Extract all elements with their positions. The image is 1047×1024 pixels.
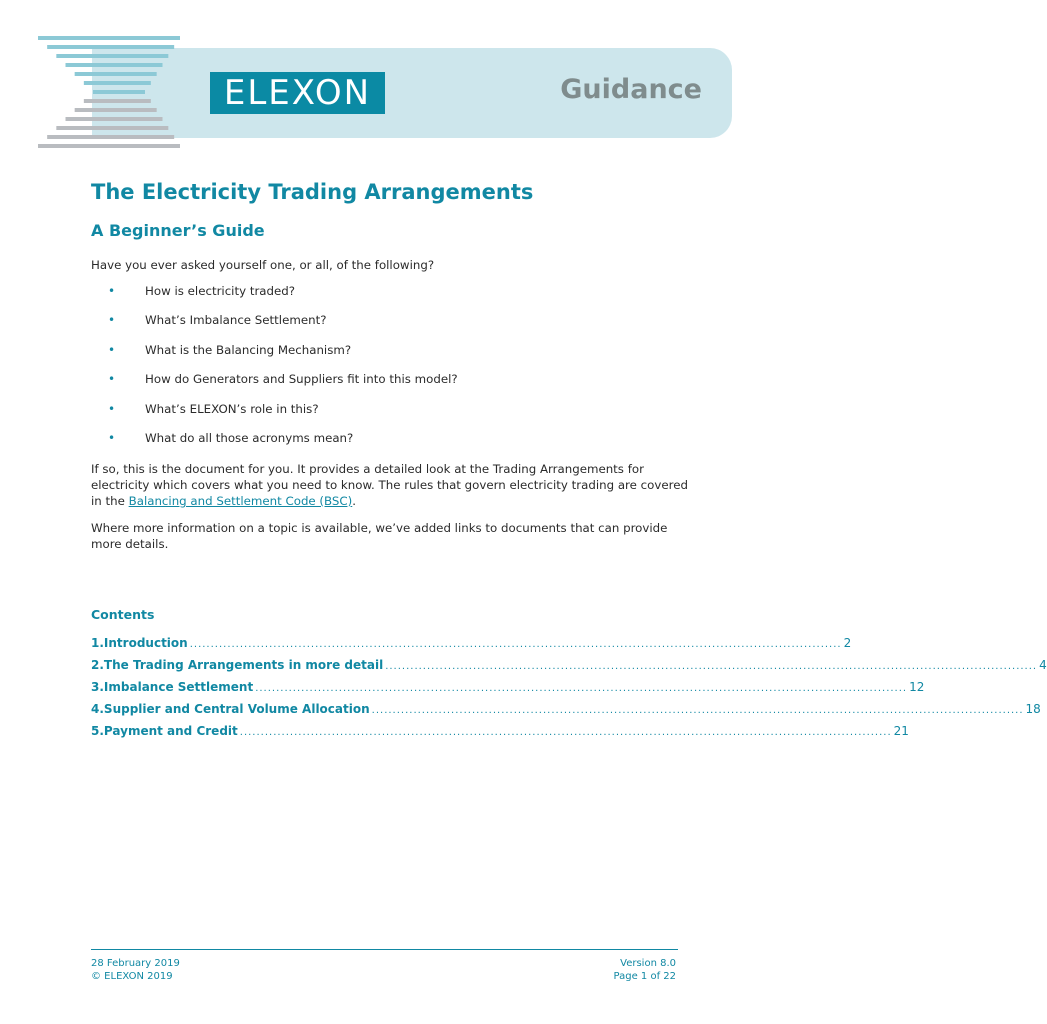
stripe-line bbox=[56, 126, 168, 130]
document-type-label: Guidance bbox=[560, 74, 702, 105]
toc-entry-imbalance-settlement[interactable] bbox=[91, 680, 925, 702]
list-item: • What’s Imbalance Settlement? bbox=[108, 313, 458, 342]
more-info-paragraph: Where more information on a topic is available, we’ve added links to documents that can provide more details. bbox=[91, 521, 668, 551]
toc-leader: ............................................................................................................................................................ bbox=[385, 661, 1038, 672]
contents-heading: Contents bbox=[91, 607, 155, 622]
stripe-line bbox=[38, 36, 180, 40]
toc-page: 4 bbox=[1039, 658, 1047, 672]
table-of-contents bbox=[91, 636, 1047, 746]
stripe-line bbox=[38, 144, 180, 148]
stripe-line bbox=[47, 135, 174, 139]
list-item: • How is electricity traded? bbox=[108, 284, 458, 313]
toc-label: Payment and Credit bbox=[103, 724, 238, 738]
list-item: • What’s ELEXON’s role in this? bbox=[108, 402, 458, 431]
toc-number: 5. bbox=[91, 724, 104, 738]
bsc-link[interactable]: Balancing and Settlement Code (BSC) bbox=[128, 494, 353, 508]
list-item: • What do all those acronyms mean? bbox=[108, 431, 458, 460]
bullet-icon: • bbox=[108, 401, 116, 416]
bullet-icon: • bbox=[108, 430, 116, 445]
footer-left bbox=[91, 957, 180, 983]
footer-page-number: Page 1 of 22 bbox=[613, 971, 676, 982]
toc-entry-introduction[interactable] bbox=[91, 636, 852, 658]
toc-number: 1. bbox=[91, 636, 104, 650]
toc-number: 2. bbox=[91, 658, 104, 672]
stripe-line bbox=[75, 72, 157, 76]
intro-text: Have you ever asked yourself one, or all, of the following? bbox=[91, 258, 435, 272]
toc-page: 12 bbox=[909, 680, 925, 694]
toc-label: Supplier and Central Volume Allocation bbox=[103, 702, 370, 716]
bullet-icon: • bbox=[108, 372, 116, 387]
stripe-line bbox=[84, 81, 151, 85]
toc-label: The Trading Arrangements in more detail bbox=[103, 658, 384, 672]
footer-date: 28 February 2019 bbox=[91, 958, 180, 969]
footer-version: Version 8.0 bbox=[620, 958, 676, 969]
list-item: • What is the Balancing Mechanism? bbox=[108, 343, 458, 372]
question-list bbox=[108, 284, 458, 460]
page-subtitle: A Beginner’s Guide bbox=[91, 221, 265, 240]
toc-leader: ............................................................................................................................................................ bbox=[371, 705, 1024, 716]
elexon-logo bbox=[210, 72, 385, 114]
page-title: The Electricity Trading Arrangements bbox=[91, 180, 534, 204]
stripe-line bbox=[47, 45, 174, 49]
footer-copyright: © ELEXON 2019 bbox=[91, 971, 173, 982]
toc-leader: ............................................................................................................................................................ bbox=[239, 727, 892, 738]
list-item: • How do Generators and Suppliers fit into this model? bbox=[108, 372, 458, 401]
toc-page: 21 bbox=[893, 724, 909, 738]
toc-page: 18 bbox=[1025, 702, 1041, 716]
bullet-icon: • bbox=[108, 313, 116, 328]
footer-divider bbox=[91, 949, 678, 950]
stripe-line bbox=[66, 63, 163, 67]
toc-label: Imbalance Settlement bbox=[103, 680, 254, 694]
bullet-icon: • bbox=[108, 284, 116, 298]
stripe-line bbox=[75, 108, 157, 112]
stripe-line bbox=[93, 90, 145, 94]
toc-page: 2 bbox=[843, 636, 852, 650]
toc-leader: ............................................................................................................................................................ bbox=[189, 639, 842, 650]
toc-entry-trading-arrangements[interactable] bbox=[91, 658, 1047, 680]
toc-label: Introduction bbox=[103, 636, 188, 650]
logo-text: ELEXON bbox=[223, 73, 372, 113]
stripe-line bbox=[56, 54, 168, 58]
toc-entry-supplier-volume-allocation[interactable] bbox=[91, 702, 1041, 724]
footer-right bbox=[614, 957, 676, 983]
toc-number: 3. bbox=[91, 680, 104, 694]
logo-stripes-graphic bbox=[30, 32, 220, 154]
stripe-line bbox=[66, 117, 163, 121]
stripe-line bbox=[84, 99, 151, 103]
bullet-icon: • bbox=[108, 342, 116, 357]
toc-entry-payment-credit[interactable] bbox=[91, 724, 909, 746]
toc-number: 4. bbox=[91, 702, 104, 716]
toc-leader: ............................................................................................................................................................ bbox=[255, 683, 908, 694]
description-paragraph: If so, this is the document for you. It provides a detailed look at the Trading Arrangements for electricity which covers what you need to know. The rules that govern electricity trading are covered in the Balancing and Settlement Code (BSC). bbox=[91, 462, 688, 508]
